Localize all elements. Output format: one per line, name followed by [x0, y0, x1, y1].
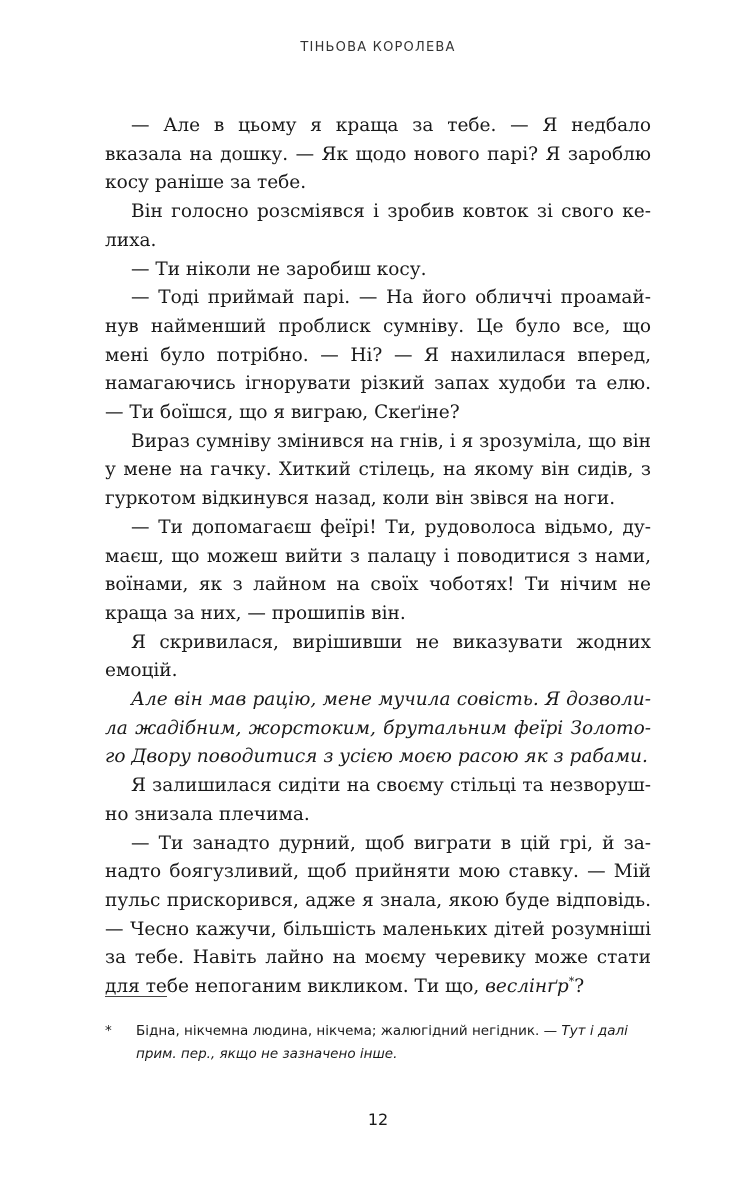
paragraph: Вираз сумніву змінився на гнів, і я зрозуміла, що він у мене на гачку. Хиткий стілець, на якому він сидів, з гуркотом відкинувся назад, коли він звівся на ноги. [105, 430, 651, 510]
paragraph: Він голосно розсміявся і зробив ковток зі свого келиха. [105, 201, 651, 251]
footnote-rule [105, 996, 167, 997]
running-header: ТІНЬОВА КОРОЛЕВА [300, 40, 456, 55]
paragraph-final [105, 830, 651, 1002]
end-punctuation: ? [574, 976, 585, 998]
footnote [105, 1020, 651, 1066]
body-text [105, 112, 651, 1002]
footnote-reference[interactable]: * [568, 974, 575, 988]
footnote-mark: * [105, 1023, 112, 1039]
paragraph: Я залишилася сидіти на своєму стільці та незворушно знизала плечима. [105, 775, 651, 825]
paragraph: — Ти ніколи не заробиш косу. [131, 258, 427, 280]
footnote-text: Бідна, нікчемна людина, нікчема; жалюгідний негідник. — [136, 1023, 562, 1039]
paragraph: Я скривилася, вирішивши не виказувати жодних емоцій. [105, 631, 651, 682]
italic-paragraph: Але він мав рацію, мене мучила совість. Я дозволила жадібним, жорстоким, брутальним феїрі Золотого Двору поводитися з усією моєю расою як з рабами. [105, 689, 651, 768]
paragraph: — Але в цьому я краща за тебе. — Я недбало вказала на дошку. — Як щодо нового парі? Я зароблю косу раніше за тебе. [105, 115, 651, 194]
paragraph: — Тоді приймай парі. — На його обличчі проамайнув найменший проблиск сумніву. Це було все, що мені було потрібно. — Ні? — Я нахилилася вперед, намагаючись ігнорувати різкий запах худоби та елю. — Ти боїшся, що я виграю, Скеґіне? [105, 287, 651, 424]
footnote-body [136, 1020, 651, 1066]
paragraph: — Ти допомагаєш феїрі! Ти, рудоволоса відьмо, думаєш, що можеш вийти з палацу і поводитися з нами, воїнами, як з лайном на своїх чоботях! Ти нічим не краща за них, — прошипів він. [105, 516, 651, 624]
italic-word: веслінґр [485, 976, 569, 998]
paragraph-text: — Ти занадто дурний, щоб виграти в цій грі, й занадто боягузливий, щоб прийняти мою ставку. — Мій пульс прискорився, адже я знала, якою буде відповідь. — Чесно кажучи, більшість маленьких дітей розумніші за тебе. Навіть лайно на моєму черевику може стати для тебе непоганим викликом. Ти що, [105, 832, 651, 998]
page-number: 12 [367, 1110, 389, 1129]
footnote-italic: Тут і далі прим. пер., якщо не зазначено інше. [136, 1023, 628, 1062]
